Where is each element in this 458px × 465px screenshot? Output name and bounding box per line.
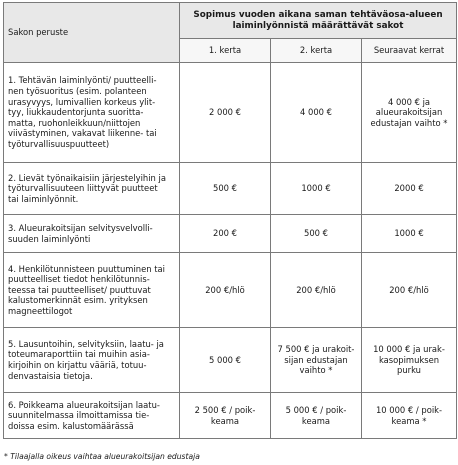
amount-second: 500 € bbox=[271, 215, 362, 253]
header-row-top bbox=[4, 3, 457, 39]
column-header-subsequent: Seuraavat kerrat bbox=[362, 39, 457, 63]
table-row bbox=[4, 253, 457, 328]
amount-first: 500 € bbox=[180, 163, 271, 215]
sanction-cause: 2. Lievät työnaikaisiin järjestelyihin ja työturvallisuuteen liittyvät puutteet tai laiminlyönnit. bbox=[4, 163, 180, 215]
amount-subsequent: 10 000 € ja urak- kasopimuksen purku bbox=[362, 328, 457, 393]
cause-header: Sakon peruste bbox=[4, 3, 180, 63]
table-row bbox=[4, 215, 457, 253]
amount-subsequent: 2000 € bbox=[362, 163, 457, 215]
amount-first: 200 €/hlö bbox=[180, 253, 271, 328]
amount-subsequent: 200 €/hlö bbox=[362, 253, 457, 328]
sanction-cause: 6. Poikkeama alueurakoitsijan laatu- suunnitelmassa ilmoittamissa tie- doissa esim. kalustomäärässä bbox=[4, 393, 180, 439]
amount-first: 2 500 € / poik- keama bbox=[180, 393, 271, 439]
table-footnote: * Tilaajalla oikeus vaihtaa alueurakoitsijan edustaja bbox=[4, 452, 200, 461]
amount-subsequent: 4 000 € ja alueurakoitsijan edustajan vaihto * bbox=[362, 63, 457, 163]
amount-second: 200 €/hlö bbox=[271, 253, 362, 328]
amount-subsequent: 10 000 € / poik- keama * bbox=[362, 393, 457, 439]
amount-first: 200 € bbox=[180, 215, 271, 253]
amount-first: 5 000 € bbox=[180, 328, 271, 393]
table-row bbox=[4, 328, 457, 393]
amount-subsequent: 1000 € bbox=[362, 215, 457, 253]
amount-second: 7 500 € ja urakoit- sijan edustajan vaihto * bbox=[271, 328, 362, 393]
table-row bbox=[4, 393, 457, 439]
sanction-cause: 3. Alueurakoitsijan selvitysvelvolli- suuden laiminlyönti bbox=[4, 215, 180, 253]
amount-second: 4 000 € bbox=[271, 63, 362, 163]
amount-first: 2 000 € bbox=[180, 63, 271, 163]
sanctions-table bbox=[3, 2, 457, 439]
sanction-cause: 1. Tehtävän laiminlyönti/ puutteelli- nen työsuoritus (esim. polanteen urasyvyys, lumivallien korkeus ylit- tyy, liukkaudentorjunta suoritta- matta, ruohonleikkuun/niittojen viivästyminen, vakavat liikenne- tai työturvallisuuspuutteet) bbox=[4, 63, 180, 163]
amount-second: 5 000 € / poik- keama bbox=[271, 393, 362, 439]
table-row bbox=[4, 63, 457, 163]
sanction-cause: 4. Henkilötunnisteen puuttuminen tai puutteelliset tiedot henkilötunnis- teessa tai puutteelliset/ puuttuvat kalustomerkinnät esim. yrityksen magneettilogot bbox=[4, 253, 180, 328]
table-row bbox=[4, 163, 457, 215]
sanction-cause: 5. Lausuntoihin, selvityksiin, laatu- ja toteumaraporttiin tai muihin asia- kirjoihin on kirjattu vääriä, totuu- denvastaisia tietoja. bbox=[4, 328, 180, 393]
column-header-first: 1. kerta bbox=[180, 39, 271, 63]
column-header-second: 2. kerta bbox=[271, 39, 362, 63]
amount-second: 1000 € bbox=[271, 163, 362, 215]
sanction-group-header: Sopimus vuoden aikana saman tehtäväosa-alueen laiminlyönnistä määrättävät sakot bbox=[180, 3, 457, 39]
